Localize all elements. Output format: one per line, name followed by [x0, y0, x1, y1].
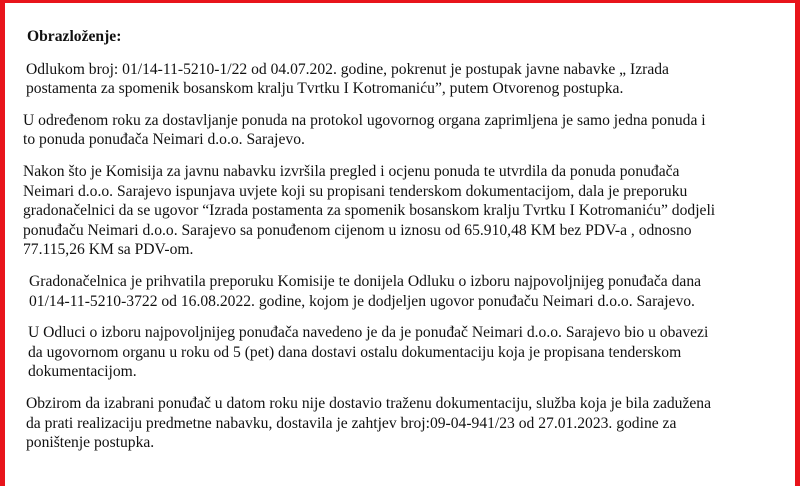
- text-line: poništenje postupka.: [26, 434, 155, 452]
- paragraph-offers-received: [23, 111, 793, 150]
- paragraph-commission-review: [23, 162, 780, 260]
- text-line: U Odluci o izboru najpovoljnijeg ponuđača navedeno je da je ponuđač Neimari d.o.o. Sarajevo bio u obavezi: [28, 324, 709, 342]
- text-line: dokumentacijom.: [28, 363, 137, 381]
- text-line: postamenta za spomenik bosanskom kralju Tvrtku I Kotromaniću”, putem Otvorenog postupka.: [26, 80, 624, 98]
- text-line: da prati realizaciju predmetne nabavku, dostavila je zahtjev broj:09-04-941/23 od 27.01.2023. godine za: [26, 414, 677, 432]
- text-line: U određenom roku za dostavljanje ponuda na protokol ugovornog organa zaprimljena je samo jedna ponuda i: [23, 111, 706, 129]
- text-line: Obzirom da izabrani ponuđač u datom roku nije dostavio traženu dokumentaciju, služba koja je bila zadužena: [26, 394, 712, 412]
- paragraph-cancellation-request: [26, 394, 793, 453]
- text-line: 77.115,26 KM sa PDV-om.: [23, 241, 194, 259]
- text-line: Gradonačelnica je prihvatila preporuku Komisije te donijela Odluku o izboru najpovoljnijeg ponuđača dana: [29, 272, 702, 290]
- paragraph-obligation: [28, 323, 793, 382]
- text-line: Odlukom broj: 01/14-11-5210-1/22 od 04.07.202. godine, pokrenut je postupak javne nabavke „ Izrada: [26, 60, 669, 78]
- paragraph-mayor-decision: [29, 272, 793, 311]
- document-heading: Obrazloženje:: [27, 28, 122, 45]
- text-line: to ponuda ponuđača Neimari d.o.o. Sarajevo.: [23, 131, 305, 149]
- text-line: Neimari d.o.o. Sarajevo ispunjava uvjete koji su propisani tenderskom dokumentacijom, dala je preporuku: [23, 182, 688, 200]
- text-line: gradonačelnici da se ugovor “Izrada postamenta za spomenik bosanskom kralju Tvrtku I Kotromaniću” dodjeli: [23, 202, 716, 220]
- text-line: Nakon što je Komisija za javnu nabavku izvršila pregled i ocjenu ponuda te utvrdila da ponuda ponuđača: [23, 162, 680, 180]
- document-body: [23, 27, 793, 465]
- text-line: da ugovornom organu u roku od 5 (pet) dana dostavi ostalu dokumentaciju koja je propisana tenderskom: [28, 343, 682, 361]
- text-line: ponuđaču Neimari d.o.o. Sarajevo sa ponuđenom cijenom u iznosu od 65.910,48 KM bez PDV-a , odnosno: [23, 221, 692, 239]
- text-line: 01/14-11-5210-3722 od 16.08.2022. godine, kojom je dodjeljen ugovor ponuđaču Neimari d.o.o. Sarajevo.: [29, 292, 695, 310]
- paragraph-decision: [26, 60, 793, 99]
